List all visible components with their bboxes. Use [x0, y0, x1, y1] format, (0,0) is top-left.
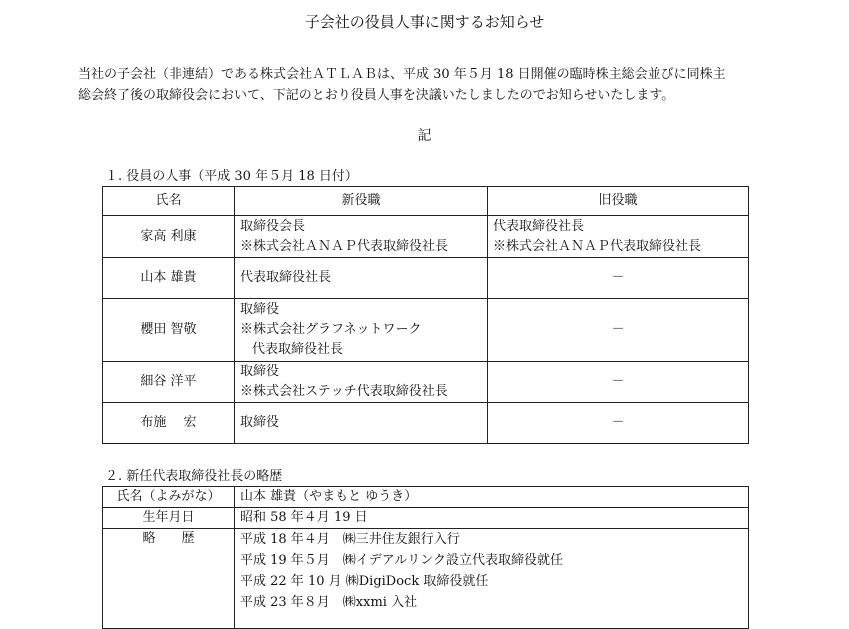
new-position-line: 代表取締役社長 [252, 342, 344, 357]
officer-name: 山本 雄貴 [103, 258, 235, 299]
officer-name: 櫻田 智敬 [103, 299, 235, 362]
officer-name: 布施 宏 [103, 403, 235, 444]
table-row [103, 299, 749, 362]
old-position: － [488, 299, 749, 362]
table-row [103, 487, 749, 508]
new-position-line: ※株式会社ステッチ代表取締役社長 [240, 384, 448, 399]
old-position: － [488, 362, 749, 403]
table-header-row [103, 187, 749, 216]
history-entry: 平成 22 年 10 月 ㈱DigiDock 取締役就任 [240, 574, 489, 589]
old-position: － [488, 403, 749, 444]
header-new-position: 新役職 [235, 187, 488, 216]
career-table [102, 486, 749, 629]
intro-line-1: 当社の子会社（非連結）である株式会社ＡＴＬＡＢは、平成 30 年５月 18 日開催の臨時株主総会並びに同株主 [78, 67, 726, 82]
header-name: 氏名 [103, 187, 235, 216]
ki-heading: 記 [417, 128, 432, 144]
history-label: 略 歴 [103, 529, 235, 629]
new-position: 代表取締役社長 [235, 258, 488, 299]
new-position-line: 取締役 [240, 364, 280, 379]
officer-table [102, 186, 749, 444]
new-position-line: ※株式会社グラフネットワーク [240, 322, 422, 337]
history-entry: 平成 19 年５月 ㈱イデアルリンク設立代表取締役就任 [240, 553, 564, 568]
table-row [103, 216, 749, 258]
intro-line-2: 総会終了後の取締役会において、下記のとおり役員人事を決議いたしましたのでお知らせいたします。 [78, 88, 675, 103]
old-position: － [488, 258, 749, 299]
table-row [103, 529, 749, 629]
new-position-line: ※株式会社ＡＮＡＰ代表取締役社長 [240, 238, 449, 254]
old-position [488, 216, 749, 258]
old-position-line: 代表取締役社長 [493, 218, 585, 234]
header-old-position: 旧役職 [488, 187, 749, 216]
name-value: 山本 雄貴（やまもと ゆうき） [235, 487, 749, 508]
document-title: 子会社の役員人事に関するお知らせ [304, 13, 545, 31]
officer-name: 家高 利康 [103, 216, 235, 258]
dob-label: 生年月日 [103, 508, 235, 529]
name-label: 氏名（よみがな） [103, 487, 235, 508]
section2-heading: ２. 新任代表取締役社長の略歴 [105, 469, 283, 484]
new-position: 取締役 [235, 403, 488, 444]
new-position [235, 299, 488, 362]
history-entry: 平成 23 年８月 ㈱xxmi 入社 [240, 595, 418, 610]
new-position-line: 取締役 [240, 302, 280, 317]
table-row [103, 403, 749, 444]
dob-value: 昭和 58 年４月 19 日 [235, 508, 749, 529]
officer-name: 細谷 洋平 [103, 362, 235, 403]
history-list [235, 529, 749, 629]
section1-heading: １. 役員の人事（平成 30 年５月 18 日付） [105, 169, 358, 184]
table-row [103, 362, 749, 403]
old-position-line: ※株式会社ＡＮＡＰ代表取締役社長 [493, 238, 702, 254]
new-position-line: 取締役会長 [240, 218, 306, 234]
new-position [235, 362, 488, 403]
history-entry: 平成 18 年４月 ㈱三井住友銀行入行 [240, 532, 460, 547]
table-row [103, 508, 749, 529]
table-row [103, 258, 749, 299]
new-position [235, 216, 488, 258]
